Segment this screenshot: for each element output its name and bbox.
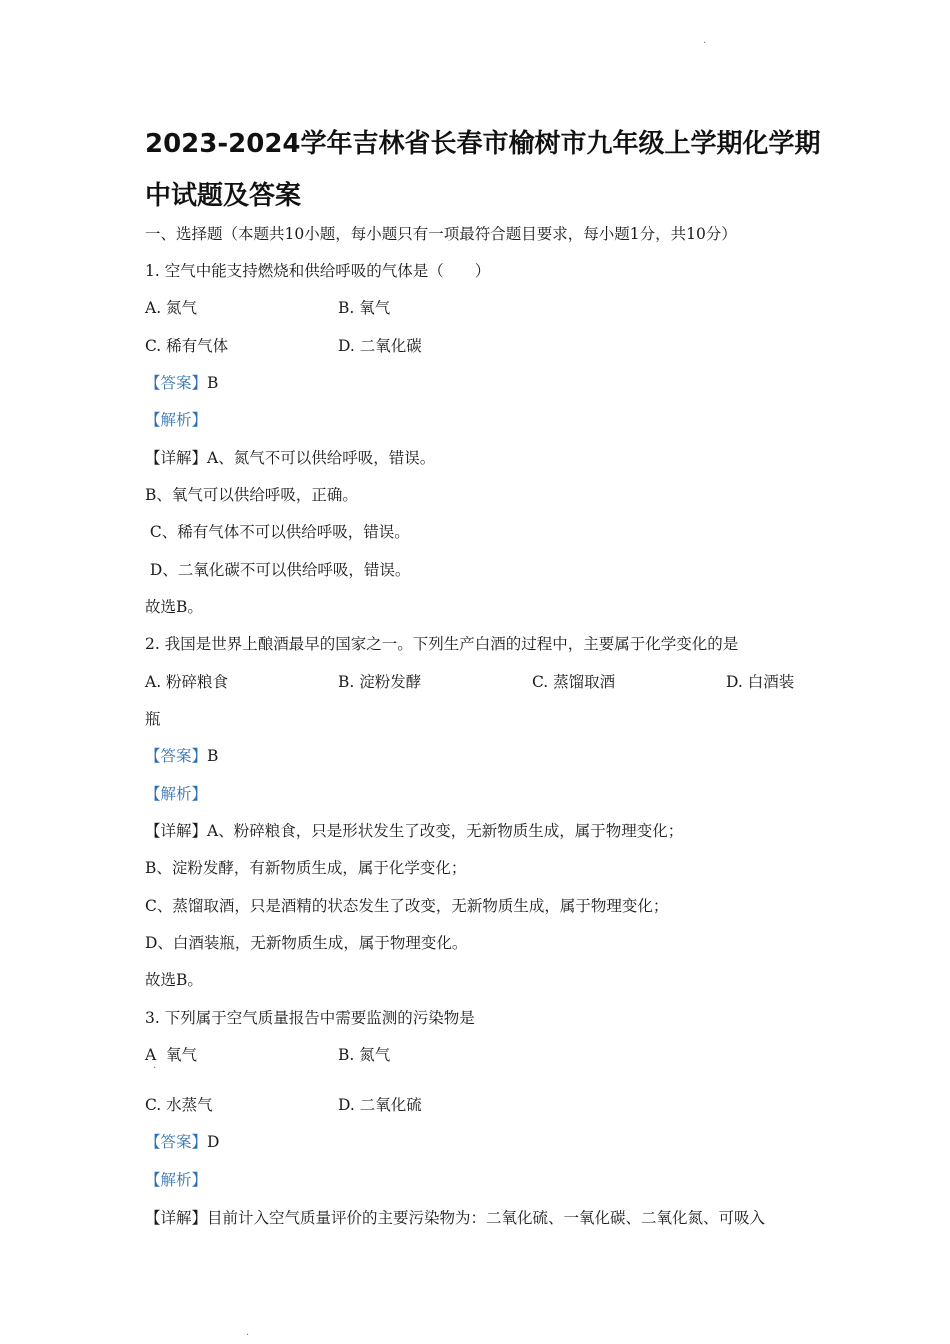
question-2-detail-3: C、蒸馏取酒，只是酒精的状态发生了改变，无新物质生成，属于物理变化； bbox=[145, 897, 669, 915]
question-2-detail-4: D、白酒装瓶，无新物质生成，属于物理变化。 bbox=[145, 934, 468, 952]
question-1-option-b: B. 氧气 bbox=[338, 299, 391, 317]
question-1-stem: 1. 空气中能支持燃烧和供给呼吸的气体是（ ） bbox=[145, 262, 491, 280]
question-1-detail-2: B、氧气可以供给呼吸，正确。 bbox=[145, 486, 358, 504]
detail-text: A、粉碎粮食，只是形状发生了改变，无新物质生成，属于物理变化； bbox=[207, 822, 684, 840]
question-1-option-d: D. 二氧化碳 bbox=[338, 337, 422, 355]
answer-value: D bbox=[207, 1133, 220, 1151]
question-1-answer bbox=[145, 373, 218, 393]
detail-text: 目前计入空气质量评价的主要污染物为：二氧化硫、一氧化碳、二氧化氮、可吸入 bbox=[207, 1209, 766, 1227]
footer-dot-mark: · bbox=[246, 1330, 250, 1341]
stray-dot-mark: · bbox=[153, 1063, 157, 1074]
question-2-option-a: A. 粉碎粮食 bbox=[145, 673, 229, 691]
question-1-option-a: A. 氮气 bbox=[145, 299, 198, 317]
question-1-detail-4: D、二氧化碳不可以供给呼吸，错误。 bbox=[145, 561, 411, 579]
question-1-detail-1 bbox=[145, 448, 435, 468]
question-2-answer bbox=[145, 746, 218, 766]
answer-label: 【答案】 bbox=[145, 1133, 208, 1151]
question-1-conclusion: 故选B。 bbox=[145, 598, 203, 616]
detail-label: 【详解】 bbox=[145, 1209, 208, 1227]
question-3-option-a: A 氧气 bbox=[145, 1046, 198, 1064]
question-2-conclusion: 故选B。 bbox=[145, 971, 203, 989]
question-2-analysis-label: 【解析】 bbox=[145, 785, 208, 803]
question-3-option-d: D. 二氧化硫 bbox=[338, 1096, 422, 1114]
question-2-option-d-continued: 瓶 bbox=[145, 710, 161, 728]
question-2-option-c: C. 蒸馏取酒 bbox=[532, 673, 616, 691]
detail-text: A、氮气不可以供给呼吸，错误。 bbox=[207, 449, 436, 467]
corner-dot-mark: · bbox=[703, 38, 707, 49]
question-2-option-d: D. 白酒装 bbox=[726, 673, 795, 691]
answer-label: 【答案】 bbox=[145, 374, 208, 392]
question-2-detail-2: B、淀粉发酵，有新物质生成，属于化学变化； bbox=[145, 859, 467, 877]
answer-value: B bbox=[207, 747, 219, 765]
document-title: 2023-2024学年吉林省长春市榆树市九年级上学期化学期中试题及答案 bbox=[145, 129, 821, 211]
question-1-detail-3: C、稀有气体不可以供给呼吸，错误。 bbox=[145, 523, 410, 541]
answer-label: 【答案】 bbox=[145, 747, 208, 765]
question-3-option-c: C. 水蒸气 bbox=[145, 1096, 213, 1114]
question-2-detail-1 bbox=[145, 821, 683, 841]
question-2-stem: 2. 我国是世界上酿酒最早的国家之一。下列生产白酒的过程中，主要属于化学变化的是 bbox=[145, 635, 739, 653]
question-3-answer bbox=[145, 1132, 219, 1152]
question-3-stem: 3. 下列属于空气质量报告中需要监测的污染物是 bbox=[145, 1009, 475, 1027]
answer-value: B bbox=[207, 374, 219, 392]
question-2-option-b: B. 淀粉发酵 bbox=[338, 673, 422, 691]
section-heading: 一、选择题（本题共10小题，每小题只有一项最符合题目要求，每小题1分，共10分） bbox=[145, 225, 737, 243]
detail-label: 【详解】 bbox=[145, 822, 208, 840]
detail-label: 【详解】 bbox=[145, 449, 208, 467]
question-3-detail-1 bbox=[145, 1208, 765, 1228]
question-3-analysis-label: 【解析】 bbox=[145, 1171, 208, 1189]
question-1-option-c: C. 稀有气体 bbox=[145, 337, 229, 355]
question-1-analysis-label: 【解析】 bbox=[145, 411, 208, 429]
question-3-option-b: B. 氮气 bbox=[338, 1046, 391, 1064]
